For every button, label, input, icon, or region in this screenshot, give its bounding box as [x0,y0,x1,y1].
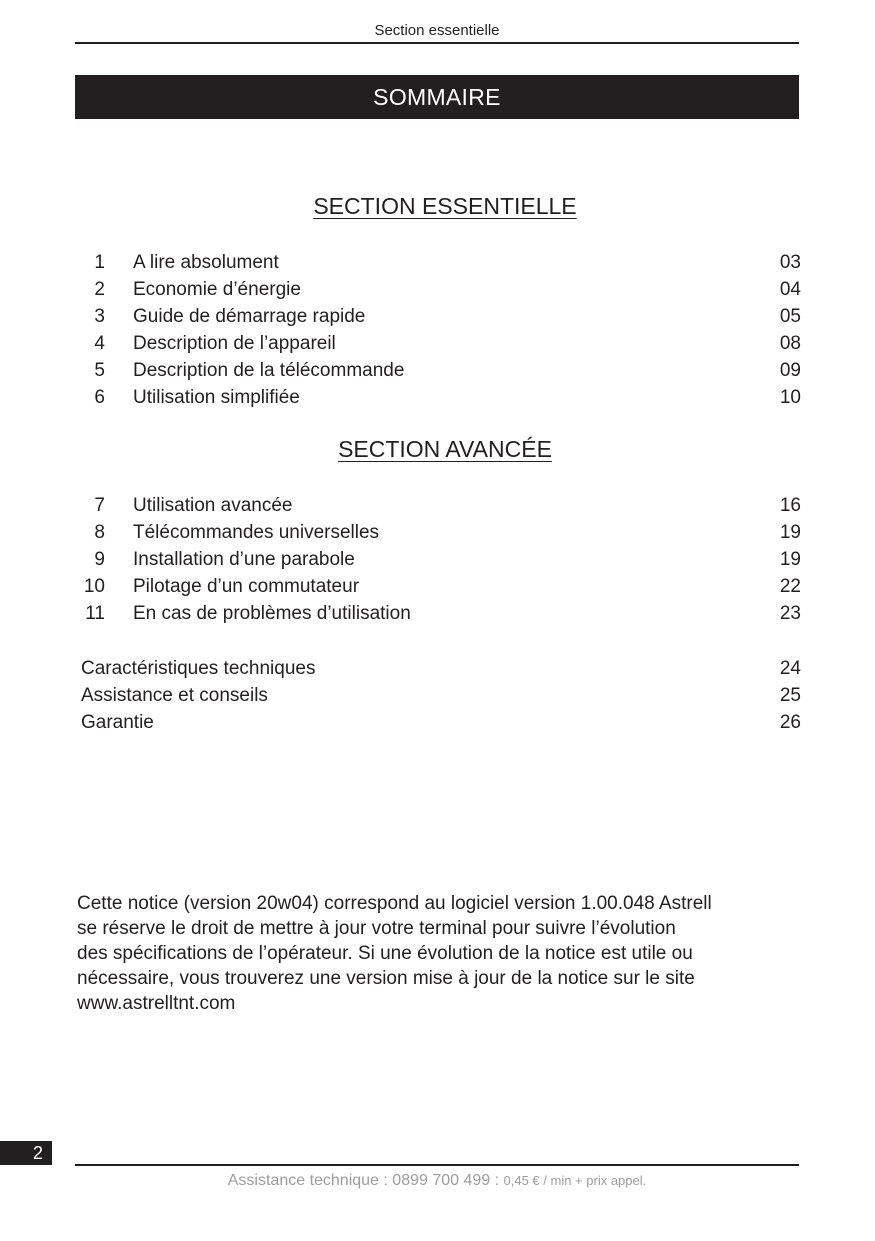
notice-line: des spécifications de l’opérateur. Si une évolution de la notice est utile ou [77,943,693,964]
toc-item-number: 11 [85,603,105,624]
toc-item-page: 03 [779,252,801,273]
footer-rule [75,1164,799,1166]
toc-item[interactable] [75,709,801,736]
toc-item-number: 10 [83,576,105,597]
version-notice [77,891,799,1016]
toc-item-page: 19 [779,522,801,543]
toc-item-page: 04 [779,279,801,300]
toc-item-page: 22 [779,576,801,597]
toc-item-label: Assistance et conseils [81,685,268,706]
toc-item-label: Guide de démarrage rapide [133,306,366,327]
toc-item-label: Description de l’appareil [133,333,336,354]
header-rule [75,42,799,44]
toc-item[interactable] [75,573,801,600]
toc-item-page: 09 [779,360,801,381]
toc-item-number: 8 [94,522,105,543]
toc-item-number: 5 [94,360,105,381]
toc-item[interactable] [75,492,801,519]
notice-line: se réserve le droit de mettre à jour votre terminal pour suivre l’évolution [77,918,676,939]
toc-item[interactable] [75,546,801,573]
toc-item-page: 26 [779,712,801,733]
toc-item-number: 4 [94,333,105,354]
toc-avancee [75,492,801,627]
toc-item-label: Utilisation avancée [133,495,293,516]
toc-item-label: Description de la télécommande [133,360,405,381]
toc-item[interactable] [75,682,801,709]
toc-item[interactable] [75,655,801,682]
toc-item[interactable] [75,519,801,546]
section-heading-avancee: SECTION AVANCÉE [338,436,552,462]
toc-item-label: A lire absolument [133,252,279,273]
toc-item-label: Caractéristiques techniques [81,658,316,679]
toc-item[interactable] [75,249,801,276]
toc-item-label: Utilisation simplifiée [133,387,300,408]
toc-annexes [75,655,801,736]
toc-item[interactable] [75,276,801,303]
toc-item-label: Economie d’énergie [133,279,301,300]
toc-item-label: Garantie [81,712,154,733]
toc-item-number: 7 [94,495,105,516]
toc-item-label: Télécommandes universelles [133,522,380,543]
toc-item-number: 6 [94,387,105,408]
running-header-title: Section essentielle [374,22,500,39]
footer-support-rate: 0,45 € / min + prix appel. [503,1173,647,1188]
toc-item[interactable] [75,600,801,627]
footer-support [75,1172,799,1190]
toc-item-number: 1 [94,252,105,273]
toc-essentielle [75,249,801,411]
toc-item-label: Installation d’une parabole [133,549,355,570]
notice-line: nécessaire, vous trouverez une version mise à jour de la notice sur le site [77,968,695,989]
toc-item-number: 9 [94,549,105,570]
toc-item-page: 10 [779,387,801,408]
notice-website: www.astrelltnt.com [77,993,236,1014]
notice-line: Cette notice (version 20w04) correspond au logiciel version 1.00.048 Astrell [77,893,712,914]
toc-item-label: Pilotage d’un commutateur [133,576,360,597]
toc-item-page: 25 [779,685,801,706]
section-heading-essentielle: SECTION ESSENTIELLE [313,193,577,219]
page-number-value: 2 [32,1143,43,1163]
toc-item-page: 24 [779,658,801,679]
toc-item[interactable] [75,357,801,384]
toc-item-number: 3 [94,306,105,327]
toc-item-page: 19 [779,549,801,570]
toc-item-number: 2 [94,279,105,300]
toc-item-label: En cas de problèmes d’utilisation [133,603,411,624]
toc-item-page: 16 [779,495,801,516]
page-number [0,1141,52,1165]
footer-support-phone: Assistance technique : 0899 700 499 : [227,1172,500,1189]
page-title: SOMMAIRE [75,75,799,119]
toc-item[interactable] [75,384,801,411]
toc-item[interactable] [75,330,801,357]
toc-item-page: 08 [779,333,801,354]
toc-item-page: 05 [779,306,801,327]
toc-item[interactable] [75,303,801,330]
toc-item-page: 23 [779,603,801,624]
